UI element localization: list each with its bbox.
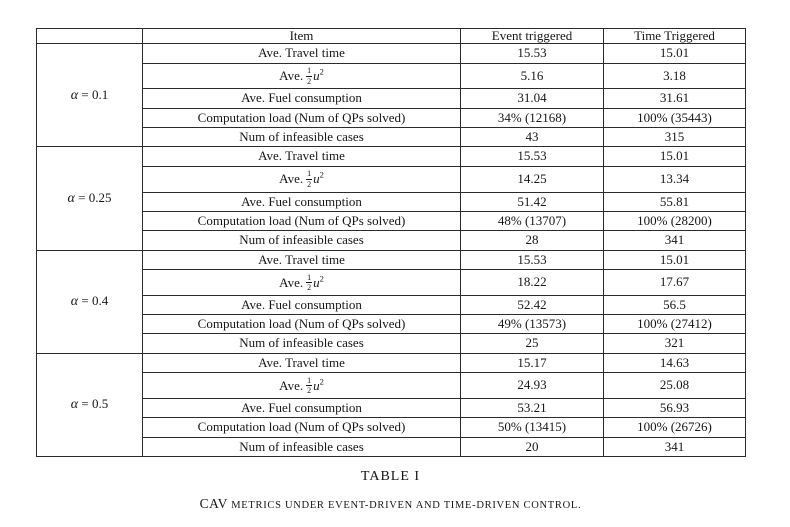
table-row [37,147,746,166]
value-cell: 56.93 [604,398,746,417]
table-row [37,231,746,250]
alpha-cell [37,147,143,250]
alpha-cell [37,44,143,147]
value-cell: 53.21 [461,398,604,417]
table-row [37,166,746,192]
item-cell: Ave. Fuel consumption [143,192,461,211]
value-cell: 13.34 [604,166,746,192]
alpha-symbol: α [70,293,79,309]
value-cell: 15.01 [604,147,746,166]
alpha-symbol: α [70,87,79,103]
item-cell: Ave. Fuel consumption [143,398,461,417]
value-cell: 15.01 [604,250,746,269]
alpha-symbol: α [70,397,79,413]
table-row [37,269,746,295]
table-caption-title [36,496,745,512]
value-cell: 321 [604,334,746,353]
item-cell-math: Ave. $\frac{1}{2}$ $u^2$ [143,166,461,192]
item-cell-math: Ave. $\frac{1}{2}$ $u^2$ [143,373,461,399]
value-cell: 31.04 [461,89,604,108]
caption-lead: CAV [199,496,228,511]
table-row [37,192,746,211]
value-cell: 56.5 [604,295,746,314]
fraction: $\frac{1}{2}$ [307,169,312,189]
value-cell: 3.18 [604,63,746,89]
value-cell: 100% (28200) [604,211,746,230]
value-cell: 31.61 [604,89,746,108]
caption-rest: METRICS UNDER EVENT-DRIVEN AND TIME-DRIVEN CONTROL. [231,500,582,511]
item-cell: Computation load (Num of QPs solved) [143,418,461,437]
value-cell: 28 [461,231,604,250]
value-cell: 341 [604,231,746,250]
table-row [37,63,746,89]
table-row [37,250,746,269]
table-wrap [36,28,745,457]
value-cell: 341 [604,437,746,456]
fraction: $\frac{1}{2}$ [307,375,312,395]
value-cell: 43 [461,128,604,147]
item-cell: Computation load (Num of QPs solved) [143,315,461,334]
value-cell: 100% (35443) [604,108,746,127]
value-cell: 50% (13415) [461,418,604,437]
value-cell: 5.16 [461,63,604,89]
table-row [37,211,746,230]
table-row [37,108,746,127]
value-cell: 55.81 [604,192,746,211]
value-cell: 15.53 [461,44,604,63]
value-cell: 14.25 [461,166,604,192]
alpha-cell [37,250,143,353]
item-cell-math: Ave. $\frac{1}{2}$ $u^2$ [143,63,461,89]
alpha-value: = 0.25 [78,189,112,205]
value-cell: 34% (12168) [461,108,604,127]
value-cell: 49% (13573) [461,315,604,334]
alpha-cell [37,353,143,456]
value-cell: 18.22 [461,269,604,295]
item-cell: Ave. Travel time [143,147,461,166]
alpha-symbol: α [67,190,75,206]
value-cell: 25.08 [604,373,746,399]
table-row [37,398,746,417]
item-cell: Ave. Travel time [143,44,461,63]
table-row [37,315,746,334]
item-cell: Num of infeasible cases [143,128,461,147]
value-cell: 100% (26726) [604,418,746,437]
header-empty-cell [37,29,143,44]
table-row [37,89,746,108]
results-table [36,28,746,457]
table-row [37,334,746,353]
item-cell-math: Ave. $\frac{1}{2}$ $u^2$ [143,269,461,295]
item-cell: Ave. Travel time [143,250,461,269]
fraction: $\frac{1}{2}$ [307,272,312,292]
value-cell: 15.17 [461,353,604,372]
value-cell: 48% (13707) [461,211,604,230]
value-cell: 20 [461,437,604,456]
value-cell: 17.67 [604,269,746,295]
item-cell: Ave. Fuel consumption [143,89,461,108]
value-cell: 15.01 [604,44,746,63]
table-row [37,44,746,63]
table-row [37,128,746,147]
item-cell: Computation load (Num of QPs solved) [143,211,461,230]
table-caption-label: TABLE I [360,469,421,484]
item-cell: Computation load (Num of QPs solved) [143,108,461,127]
table-row [37,437,746,456]
item-cell: Num of infeasible cases [143,334,461,353]
value-cell: 24.93 [461,373,604,399]
item-cell: Num of infeasible cases [143,437,461,456]
table-row [37,295,746,314]
value-cell: 100% (27412) [604,315,746,334]
table-row [37,353,746,372]
table-row [37,418,746,437]
value-cell: 315 [604,128,746,147]
column-header-event: Event triggered [461,29,604,44]
column-header-item: Item [143,29,461,44]
item-cell: Num of infeasible cases [143,231,461,250]
item-cell: Ave. Fuel consumption [143,295,461,314]
value-cell: 15.53 [461,147,604,166]
value-cell: 52.42 [461,295,604,314]
fraction: $\frac{1}{2}$ [307,66,312,86]
alpha-value: = 0.5 [81,396,109,412]
column-header-time: Time Triggered [604,29,746,44]
alpha-value: = 0.4 [81,292,109,308]
value-cell: 15.53 [461,250,604,269]
value-cell: 51.42 [461,192,604,211]
header-row [37,29,746,44]
value-cell: 14.63 [604,353,746,372]
alpha-value: = 0.1 [81,86,109,102]
value-cell: 25 [461,334,604,353]
item-cell: Ave. Travel time [143,353,461,372]
table-row [37,373,746,399]
